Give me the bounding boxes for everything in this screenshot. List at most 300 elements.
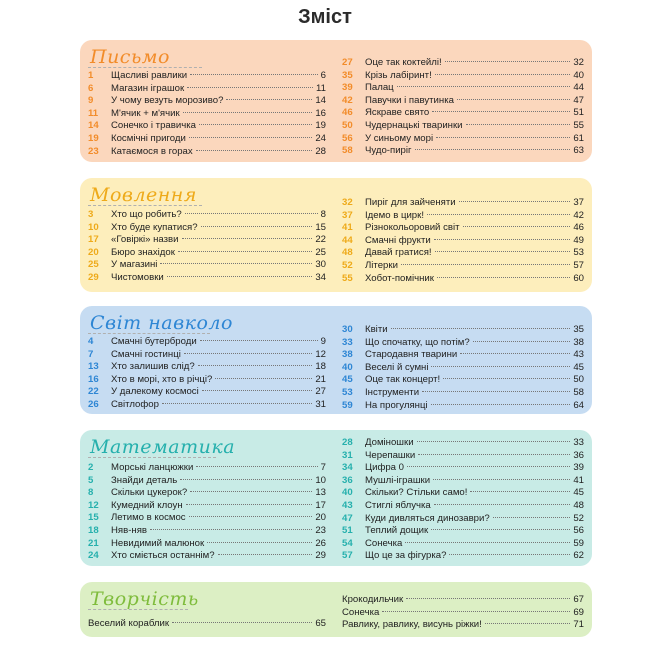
- toc-entry: [88, 247, 326, 260]
- dot-leader: [382, 611, 570, 612]
- lesson-title: Чистомовки: [111, 271, 164, 283]
- dot-leader: [485, 623, 571, 624]
- lesson-number: 22: [88, 386, 99, 398]
- page-number: 26: [315, 537, 326, 549]
- toc-entry: [88, 487, 326, 500]
- lesson-title: Доміношки: [365, 437, 414, 448]
- page-number: 31: [315, 398, 326, 410]
- lesson-title: Теплий дощик: [365, 525, 429, 537]
- lesson-number: 42: [342, 94, 353, 106]
- toc-entry: [342, 513, 584, 526]
- dot-leader: [434, 504, 571, 505]
- page-number: 59: [573, 537, 584, 549]
- dot-leader: [172, 622, 312, 623]
- toc-entry: [342, 197, 584, 210]
- page-number: 51: [573, 107, 584, 119]
- lesson-title: «Говіркі» назви: [111, 234, 179, 246]
- page-number: 8: [320, 209, 326, 220]
- toc-entry: [88, 538, 326, 551]
- lesson-title: Няв-няв: [111, 524, 148, 536]
- lesson-title: Хто сміється останнім?: [111, 550, 215, 562]
- lesson-title: Щасливі равлики: [111, 70, 188, 81]
- page-number: 19: [315, 120, 326, 132]
- lesson-number: 51: [342, 525, 353, 537]
- dot-leader: [493, 517, 571, 518]
- lesson-title: Чудо-пиріг: [365, 145, 412, 157]
- toc-entry: [88, 209, 326, 222]
- page-number: 40: [573, 69, 584, 81]
- page-number: 20: [315, 512, 326, 524]
- lesson-number: 40: [342, 361, 353, 373]
- page-number: 9: [320, 336, 326, 347]
- page-number: 61: [573, 132, 584, 144]
- toc-column-left: [88, 462, 326, 563]
- dot-leader: [433, 479, 570, 480]
- toc-entry: [88, 336, 326, 349]
- toc-column-right: [342, 324, 584, 412]
- lesson-title: Кумедний клоун: [111, 499, 183, 511]
- lesson-number: 46: [342, 107, 353, 119]
- toc-entry: [88, 525, 326, 538]
- section-movlennia: [80, 178, 592, 292]
- page-number: 52: [573, 512, 584, 524]
- toc-entry: [342, 247, 584, 260]
- lesson-title: Пиріг для зайченяти: [365, 197, 456, 208]
- toc-entry: [342, 337, 584, 350]
- toc-column-left: [88, 70, 326, 158]
- dot-leader: [457, 99, 570, 100]
- lesson-title: У далекому космосі: [111, 386, 199, 398]
- dot-leader: [459, 201, 571, 202]
- lesson-title: Чудернацькі тваринки: [365, 119, 463, 131]
- toc-entry: [342, 95, 584, 108]
- lesson-title: Сонечка: [365, 537, 403, 549]
- dot-leader: [178, 251, 312, 252]
- lesson-title: Стародавня тварини: [365, 349, 458, 361]
- dot-leader: [180, 479, 312, 480]
- section-tvorchist: [80, 582, 592, 637]
- toc-entry: [342, 607, 584, 620]
- divider: [88, 67, 202, 69]
- lesson-title: У магазині: [111, 259, 158, 271]
- toc-column-left: [88, 336, 326, 412]
- lesson-title: Давай гратися!: [365, 247, 432, 259]
- lesson-number: 13: [88, 361, 99, 373]
- dot-leader: [162, 403, 312, 404]
- page-number: 16: [315, 107, 326, 119]
- lesson-number: 5: [88, 474, 94, 486]
- toc-entry: [342, 374, 584, 387]
- lesson-number: 2: [88, 462, 94, 473]
- dot-leader: [437, 277, 570, 278]
- toc-entry: [88, 475, 326, 488]
- lesson-number: 39: [342, 82, 353, 94]
- lesson-number: 17: [88, 234, 99, 246]
- toc-entry: [342, 387, 584, 400]
- toc-entry: [88, 550, 326, 563]
- lesson-title: Летимо в космос: [111, 512, 186, 524]
- lesson-title: Смачні фрукти: [365, 234, 431, 246]
- page-number: 46: [573, 222, 584, 234]
- page-number: 23: [315, 524, 326, 536]
- dot-leader: [196, 150, 313, 151]
- toc-entry: [342, 500, 584, 513]
- lesson-number: 11: [88, 107, 99, 119]
- toc-entry: [88, 222, 326, 235]
- lesson-title: Крокодильчик: [342, 594, 404, 605]
- lesson-title: Знайди деталь: [111, 474, 178, 486]
- toc-entry: [88, 120, 326, 133]
- page-number: 6: [320, 70, 326, 81]
- page-number: 11: [316, 82, 326, 94]
- lesson-number: 3: [88, 209, 94, 220]
- lesson-title: Куди дивляться динозаври?: [365, 512, 490, 524]
- dot-leader: [190, 74, 318, 75]
- dot-leader: [150, 529, 312, 530]
- page-number: 57: [573, 259, 584, 271]
- lesson-title: Бюро знахідок: [111, 246, 175, 258]
- lesson-number: 30: [342, 324, 353, 335]
- lesson-number: 52: [342, 259, 353, 271]
- dot-leader: [431, 404, 571, 405]
- toc-column-left: [88, 618, 326, 631]
- page-number: 38: [573, 336, 584, 348]
- page-number: 69: [573, 606, 584, 618]
- dot-leader: [189, 137, 313, 138]
- dot-leader: [397, 86, 571, 87]
- toc-column-right: [342, 437, 584, 563]
- toc-entry: [342, 120, 584, 133]
- lesson-title: Равлику, равлику, висунь ріжки!: [342, 619, 482, 631]
- toc-entry: [342, 210, 584, 223]
- page-number: 56: [573, 525, 584, 537]
- page-number: 17: [315, 499, 326, 511]
- lesson-number: 4: [88, 336, 94, 347]
- lesson-title: Веселі й сумні: [365, 361, 429, 373]
- section-title: Творчість: [90, 588, 199, 610]
- page-number: 37: [573, 197, 584, 208]
- toc-column-right: [342, 594, 584, 632]
- dot-leader: [415, 149, 571, 150]
- lesson-number: 21: [88, 537, 99, 549]
- page-number: 45: [573, 487, 584, 499]
- lesson-title: Оце так концерт!: [365, 374, 441, 386]
- dot-leader: [200, 340, 318, 341]
- toc-entry: [88, 349, 326, 362]
- lesson-title: Оце так коктейлі!: [365, 57, 442, 68]
- dot-leader: [445, 61, 571, 62]
- page-number: 29: [315, 550, 326, 562]
- toc-entry: [342, 525, 584, 538]
- page-number: 28: [315, 145, 326, 157]
- toc-entry: [88, 361, 326, 374]
- lesson-number: 33: [342, 336, 353, 348]
- toc-entry: [342, 133, 584, 146]
- lesson-number: 53: [342, 386, 353, 398]
- page-number: 71: [573, 619, 584, 631]
- dot-leader: [435, 251, 571, 252]
- lesson-number: 28: [342, 437, 353, 448]
- toc-entry: [88, 234, 326, 247]
- lesson-title: Цифра 0: [365, 462, 405, 474]
- page-number: 48: [573, 499, 584, 511]
- dot-leader: [184, 353, 312, 354]
- lesson-number: 1: [88, 70, 94, 81]
- lesson-number: 24: [88, 550, 99, 562]
- toc-entry: [88, 133, 326, 146]
- dot-leader: [417, 441, 571, 442]
- lesson-title: Різнокольоровий світ: [365, 222, 460, 234]
- page-number: 21: [315, 373, 326, 385]
- dot-leader: [443, 378, 570, 379]
- dot-leader: [427, 214, 570, 215]
- dot-leader: [198, 365, 313, 366]
- dot-leader: [199, 124, 312, 125]
- page-number: 45: [573, 361, 584, 373]
- page-number: 36: [573, 449, 584, 461]
- lesson-number: 44: [342, 234, 353, 246]
- dot-leader: [226, 99, 312, 100]
- dot-leader: [432, 111, 570, 112]
- page-number: 53: [573, 247, 584, 259]
- lesson-number: 26: [88, 398, 99, 410]
- toc-entry: [88, 399, 326, 412]
- lesson-number: 54: [342, 537, 353, 549]
- lesson-number: 40: [342, 487, 353, 499]
- section-title: Письмо: [90, 46, 170, 68]
- toc-entry: [342, 538, 584, 551]
- lesson-title: Сонечко і травичка: [111, 120, 196, 132]
- lesson-title: Скільки цукерок?: [111, 487, 188, 499]
- dot-leader: [189, 516, 313, 517]
- lesson-number: 31: [342, 449, 353, 461]
- lesson-number: 9: [88, 95, 94, 107]
- section-title: Мовлення: [90, 184, 197, 206]
- toc-entry: [342, 475, 584, 488]
- dot-leader: [407, 466, 570, 467]
- lesson-number: 35: [342, 69, 353, 81]
- toc-entry: [342, 450, 584, 463]
- toc-entry: [88, 108, 326, 121]
- lesson-title: На прогулянці: [365, 399, 428, 411]
- page-number: 32: [573, 57, 584, 68]
- page-number: 12: [315, 348, 326, 360]
- dot-leader: [202, 390, 313, 391]
- dot-leader: [182, 238, 313, 239]
- lesson-title: Павучки і павутинка: [365, 94, 454, 106]
- page-number: 50: [573, 374, 584, 386]
- dot-leader: [185, 213, 318, 214]
- lesson-number: 25: [88, 259, 99, 271]
- toc-entry: [88, 70, 326, 83]
- dot-leader: [196, 466, 317, 467]
- dot-leader: [190, 491, 312, 492]
- lesson-title: Сонечка: [342, 606, 380, 618]
- page-number: 62: [573, 550, 584, 562]
- lesson-number: 23: [88, 145, 99, 157]
- dot-leader: [201, 226, 313, 227]
- toc-entry: [88, 386, 326, 399]
- lesson-number: 59: [342, 399, 353, 411]
- page-number: 42: [573, 209, 584, 221]
- page-number: 15: [315, 221, 326, 233]
- toc-entry: [342, 273, 584, 286]
- lesson-title: Космічні пригоди: [111, 132, 186, 144]
- lesson-number: 10: [88, 221, 99, 233]
- page-number: 14: [315, 95, 326, 107]
- lesson-title: Квіти: [365, 324, 388, 335]
- toc-entry: [342, 324, 584, 337]
- toc-entry: [88, 95, 326, 108]
- page-number: 63: [573, 145, 584, 157]
- lesson-number: 55: [342, 272, 353, 284]
- dot-leader: [405, 542, 570, 543]
- lesson-number: 41: [342, 222, 353, 234]
- lesson-number: 45: [342, 374, 353, 386]
- toc-entry: [88, 374, 326, 387]
- section-matematyka: [80, 430, 592, 566]
- toc-entry: [342, 145, 584, 158]
- divider: [88, 333, 210, 335]
- page-number: 47: [573, 94, 584, 106]
- toc-entry: [342, 487, 584, 500]
- page-number: 64: [573, 399, 584, 411]
- lesson-title: Скільки? Стільки само!: [365, 487, 468, 499]
- lesson-title: Магазин іграшок: [111, 82, 185, 94]
- dot-leader: [406, 598, 570, 599]
- page-number: 41: [573, 474, 584, 486]
- lesson-title: Хто залишив слід?: [111, 361, 195, 373]
- page-number: 7: [320, 462, 326, 473]
- dot-leader: [401, 264, 570, 265]
- lesson-number: 16: [88, 373, 99, 385]
- toc-entry: [88, 618, 326, 631]
- toc-entry: [88, 83, 326, 96]
- lesson-title: Хобот-помічник: [365, 272, 434, 284]
- lesson-number: 12: [88, 499, 99, 511]
- toc-entry: [342, 400, 584, 413]
- lesson-title: Що спочатку, що потім?: [365, 336, 470, 348]
- dot-leader: [422, 391, 570, 392]
- lesson-number: 50: [342, 119, 353, 131]
- lesson-title: Стиглі яблучка: [365, 499, 431, 511]
- toc-entry: [342, 235, 584, 248]
- section-title: Математика: [90, 436, 236, 458]
- lesson-title: Що це за фігурка?: [365, 550, 447, 562]
- page-title: Зміст: [298, 6, 352, 28]
- lesson-number: 58: [342, 145, 353, 157]
- toc-entry: [88, 146, 326, 159]
- page-number: 25: [315, 246, 326, 258]
- lesson-number: 38: [342, 349, 353, 361]
- lesson-number: 29: [88, 271, 99, 283]
- lesson-number: 20: [88, 246, 99, 258]
- dot-leader: [160, 263, 312, 264]
- toc-entry: [342, 222, 584, 235]
- lesson-number: 18: [88, 524, 99, 536]
- lesson-number: 19: [88, 132, 99, 144]
- dot-leader: [435, 74, 571, 75]
- page-number: 34: [315, 271, 326, 283]
- lesson-title: Світлофор: [111, 398, 159, 410]
- lesson-title: Палац: [365, 82, 394, 94]
- dot-leader: [187, 87, 313, 88]
- page-number: 60: [573, 272, 584, 284]
- lesson-number: 7: [88, 348, 94, 360]
- lesson-title: Мушлі-іграшки: [365, 474, 431, 486]
- lesson-number: 37: [342, 209, 353, 221]
- page-number: 43: [573, 349, 584, 361]
- lesson-number: 6: [88, 82, 94, 94]
- lesson-number: 32: [342, 197, 353, 208]
- lesson-title: Яскраве свято: [365, 107, 430, 119]
- dot-leader: [183, 112, 313, 113]
- lesson-title: Хто що робить?: [111, 209, 182, 220]
- toc-entry: [342, 594, 584, 607]
- dot-leader: [449, 554, 570, 555]
- toc-column-right: [342, 197, 584, 285]
- toc-column-left: [88, 209, 326, 285]
- lesson-title: Невидимий малюнок: [111, 537, 205, 549]
- lesson-title: Черепашки: [365, 449, 416, 461]
- divider: [88, 205, 202, 207]
- toc-entry: [88, 500, 326, 513]
- dot-leader: [466, 124, 571, 125]
- toc-entry: [342, 82, 584, 95]
- lesson-title: Ідемо в цирк!: [365, 209, 425, 221]
- page-number: 27: [315, 386, 326, 398]
- page-number: 44: [573, 82, 584, 94]
- lesson-title: У чому везуть морозиво?: [111, 95, 224, 107]
- section-title: Світ навколо: [90, 312, 233, 334]
- dot-leader: [473, 341, 571, 342]
- toc-entry: [342, 349, 584, 362]
- lesson-title: М'ячик + м'ячик: [111, 107, 180, 119]
- page-number: 33: [573, 437, 584, 448]
- dot-leader: [215, 378, 312, 379]
- dot-leader: [391, 328, 571, 329]
- divider: [88, 457, 216, 459]
- dot-leader: [431, 366, 570, 367]
- page-number: 67: [573, 594, 584, 605]
- dot-leader: [207, 542, 312, 543]
- toc-entry: [342, 362, 584, 375]
- page-number: 30: [315, 259, 326, 271]
- dot-leader: [463, 226, 571, 227]
- dot-leader: [436, 137, 570, 138]
- lesson-number: 36: [342, 474, 353, 486]
- page-number: 39: [573, 462, 584, 474]
- page-number: 49: [573, 234, 584, 246]
- toc-entry: [342, 619, 584, 632]
- dot-leader: [218, 554, 313, 555]
- page-number: 18: [315, 361, 326, 373]
- section-svit-navkolo: [80, 306, 592, 414]
- dot-leader: [460, 353, 570, 354]
- toc-entry: [342, 260, 584, 273]
- divider: [88, 609, 188, 611]
- lesson-number: 34: [342, 462, 353, 474]
- lesson-title: Інструменти: [365, 386, 420, 398]
- page-number: 13: [315, 487, 326, 499]
- toc-entry: [88, 272, 326, 285]
- lesson-number: 48: [342, 247, 353, 259]
- lesson-number: 15: [88, 512, 99, 524]
- toc-entry: [88, 512, 326, 525]
- section-pysmo: [80, 40, 592, 162]
- dot-leader: [186, 504, 313, 505]
- lesson-number: 57: [342, 550, 353, 562]
